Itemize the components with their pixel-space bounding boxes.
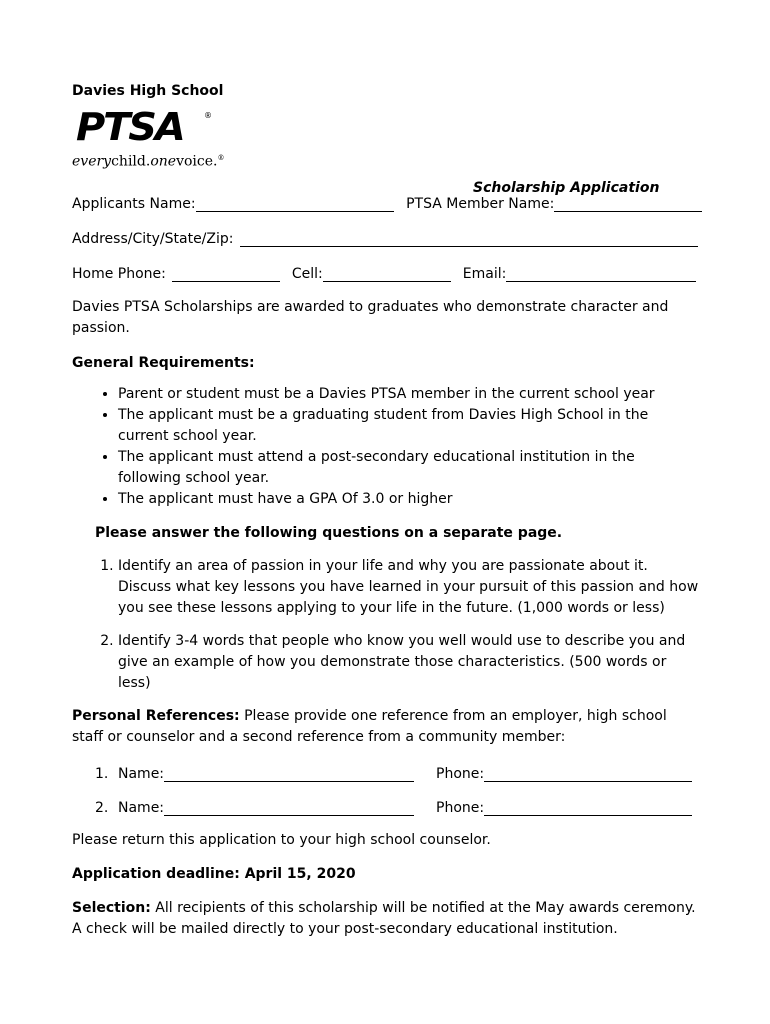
list-item: 2. Identify 3-4 words that people who know you well would use to describe you and give an example of how you demonstrate those characteristics. (500 words or less): [118, 631, 702, 694]
ptsa-logo: [72, 105, 702, 196]
form-title: Scholarship Application: [473, 180, 660, 196]
home-phone-field[interactable]: [172, 267, 280, 282]
member-name-field[interactable]: [554, 197, 702, 212]
selection-paragraph: [72, 898, 702, 940]
contact-row: [72, 262, 702, 282]
references-paragraph: [72, 706, 702, 748]
reference-phone-field[interactable]: [484, 767, 692, 782]
home-phone-label: Home Phone:: [72, 266, 166, 282]
address-row: [72, 227, 702, 247]
list-item: • The applicant must attend a post-secondary educational institution in the following school year.: [118, 447, 702, 489]
ptsa-tagline: everychild.onevoice.®: [72, 153, 225, 170]
reference-row: 1. Name: Phone:: [72, 762, 702, 782]
reference-name-field[interactable]: [164, 767, 414, 782]
reference-phone-field[interactable]: [484, 801, 692, 816]
references-heading: Personal References:: [72, 708, 240, 724]
list-item: • The applicant must have a GPA Of 3.0 or higher: [118, 489, 702, 510]
registered-mark: ®: [204, 111, 212, 120]
applicant-name-field[interactable]: [196, 197, 395, 212]
references-text: Please provide one reference from an employer, high school staff or counselor and a second reference from a community member:: [72, 708, 667, 745]
questions-heading: Please answer the following questions on a separate page.: [95, 525, 563, 541]
return-instructions: Please return this application to your high school counselor.: [72, 832, 491, 848]
ptsa-logo-text: PTSA: [76, 105, 184, 149]
address-label: Address/City/State/Zip:: [72, 231, 234, 247]
reference-row: 2. Name: Phone:: [72, 796, 702, 816]
reference-name-field[interactable]: [164, 801, 414, 816]
questions-list: [72, 556, 702, 694]
applicant-name-label: Applicants Name:: [72, 196, 196, 212]
address-field[interactable]: [240, 232, 698, 247]
requirements-heading: General Requirements:: [72, 355, 255, 371]
application-form: [72, 82, 702, 940]
school-name: Davies High School: [72, 83, 224, 99]
requirements-list: [72, 384, 702, 510]
cell-label: Cell:: [291, 266, 323, 282]
selection-text: All recipients of this scholarship will be notified at the May awards ceremony. A check will be mailed directly to your post-secondary educational institution.: [72, 900, 696, 937]
list-item: • The applicant must be a graduating student from Davies High School in the current school year.: [118, 405, 702, 447]
cell-field[interactable]: [323, 267, 451, 282]
list-item: 1. Identify an area of passion in your life and why you are passionate about it. Discuss what key lessons you have learned in your pursuit of this passion and how you see these lessons applying to your life in the future. (1,000 words or less): [118, 556, 702, 619]
list-item: • Parent or student must be a Davies PTSA member in the current school year: [118, 384, 702, 405]
member-name-label: PTSA Member Name:: [406, 196, 555, 212]
email-field[interactable]: [506, 267, 696, 282]
selection-heading: Selection:: [72, 900, 151, 916]
application-deadline: Application deadline: April 15, 2020: [72, 866, 356, 882]
intro-text: Davies PTSA Scholarships are awarded to graduates who demonstrate character and passion.: [72, 299, 669, 336]
email-label: Email:: [462, 266, 507, 282]
